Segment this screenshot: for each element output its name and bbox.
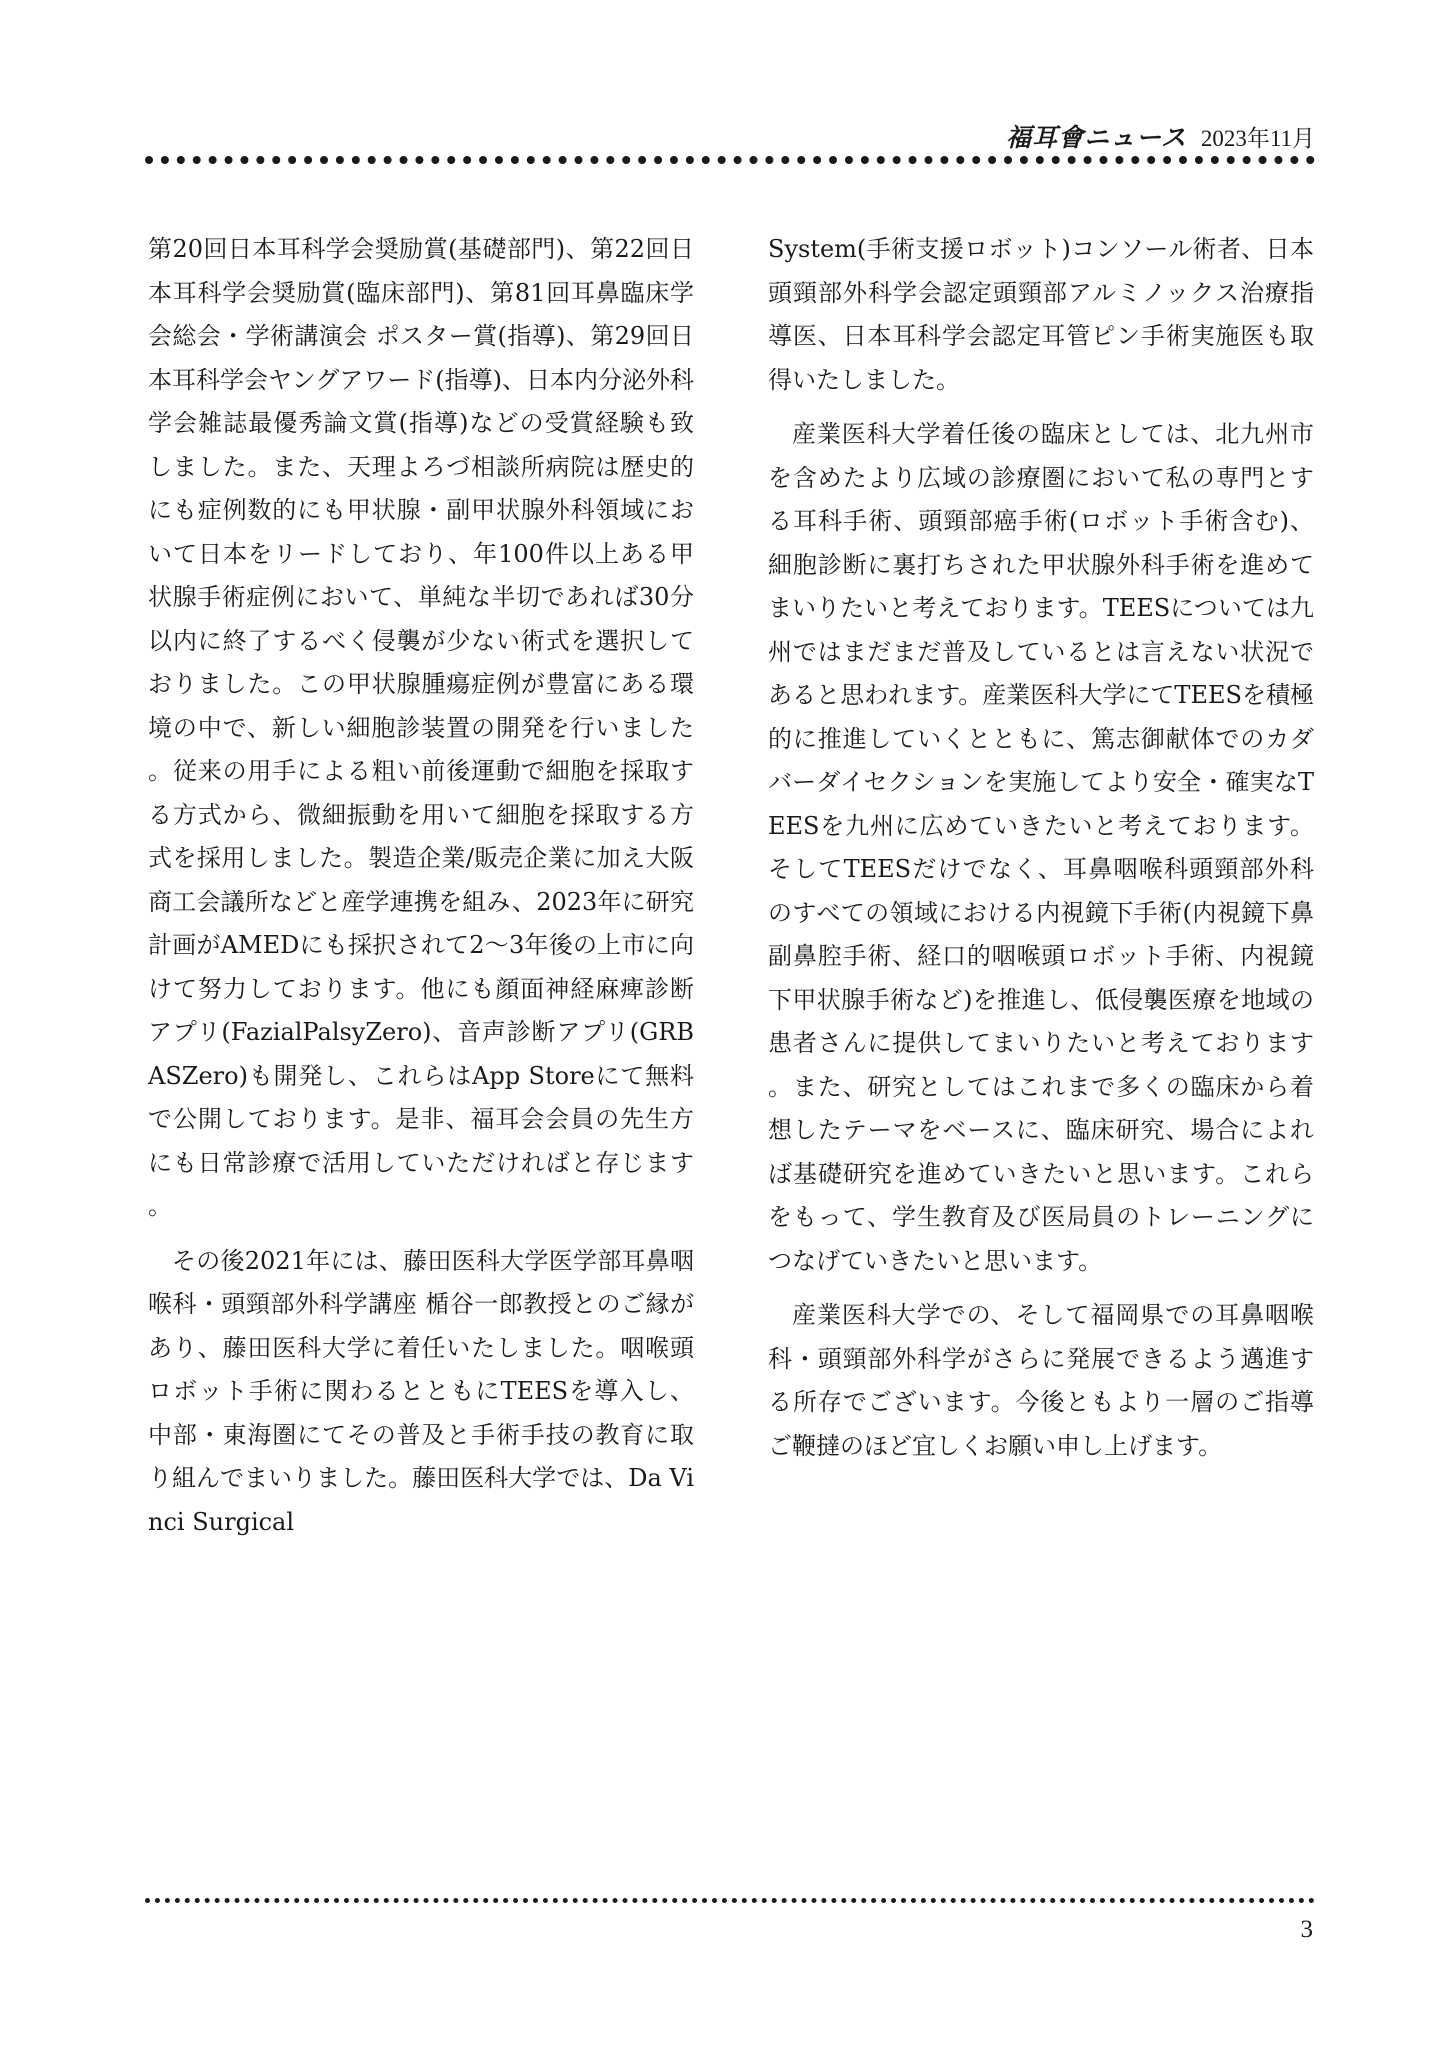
newsletter-name: 福耳會ニュース xyxy=(1006,123,1187,152)
footer-dotted-rule xyxy=(145,1898,1315,1903)
paragraph-uoeh-clinical: 産業医科大学着任後の臨床としては、北九州市を含めたより広域の診療圏において私の専門とする耳科手術、頭頸部癌手術(ロボット手術含む)、細胞診断に裏打ちされた甲状腺外科手術を進めてまいりたいと考えております。TEESについては九州ではまだまだ普及しているとは言えない状況であると思われます。産業医科大学にてTEESを積極的に推進していくとともに、篤志御献体でのカダバーダイセクションを実施してより安全・確実なTEESを九州に広めていきたいと考えております。そしてTEESだけでなく、耳鼻咽喉科頭頸部外科のすべての領域における内視鏡下手術(内視鏡下鼻副鼻腔手術、経口的咽喉頭ロボット手術、内視鏡下甲状腺手術など)を推進し、低侵襲医療を地域の患者さんに提供してまいりたいと考えております。また、研究としてはこれまで多くの臨床から着想したテーマをベースに、臨床研究、場合によれば基礎研究を進めていきたいと思います。これらをもって、学生教育及び医局員のトレーニングにつなげていきたいと思います。 xyxy=(768,420,1314,1275)
paragraph-awards: 第20回日本耳科学会奨励賞(基礎部門)、第22回日本耳科学会奨励賞(臨床部門)、第81回耳鼻臨床学会総会・学術講演会 ポスター賞(指導)、第29回日本耳科学会ヤングアワード(指導)、日本内分泌外科学会雑誌最優秀論文賞(指導)などの受賞経験も致しました。また、天理よろづ相談所病院は歴史的にも症例数的にも甲状腺・副甲状腺外科領域において日本をリードしており、年100件以上ある甲状腺手術症例において、単純な半切であれば30分以内に終了するべく侵襲が少ない術式を選択しておりました。この甲状腺腫瘍症例が豊富にある環境の中で、新しい細胞診装置の開発を行いました。従来の用手による粗い前後運動で細胞を採取する方式から、微細振動を用いて細胞を採取する方式を採用しました。製造企業/販売企業に加え大阪商工会議所などと産学連携を組み、2023年に研究計画がAMEDにも採択されて2～3年後の上市に向けて努力しております。他にも顔面神経麻痺診断アプリ(FazialPalsyZero)、音声診断アプリ(GRBASZero)も開発し、これらはApp Storeにて無料で公開しております。是非、福耳会会員の先生方にも日常診療で活用していただければと存じます。 xyxy=(148,235,695,1220)
paragraph-closing: 産業医科大学での、そして福岡県での耳鼻咽喉科・頭頸部外科学がさらに発展できるよう邁進する所存でございます。今後ともより一層のご指導ご鞭撻のほど宜しくお願い申し上げます。 xyxy=(768,1301,1314,1460)
header-dotted-rule xyxy=(145,156,1315,164)
page-number: 3 xyxy=(1300,1916,1313,1943)
left-column xyxy=(148,228,694,1555)
paragraph-fujita-start: その後2021年には、藤田医科大学医学部耳鼻咽喉科・頭頸部外科学講座 楯谷一郎教授とのご縁があり、藤田医科大学に着任いたしました。咽喉頭ロボット手術に関わるとともにTEESを導入し、中部・東海圏にてその普及と手術手技の教育に取り組んでまいりました。藤田医科大学では、Da Vinci Surgical xyxy=(148,1246,694,1536)
right-column xyxy=(768,228,1314,1479)
issue-date: 2023年11月 xyxy=(1200,125,1315,151)
page-header xyxy=(1006,116,1315,156)
paragraph-fujita-continued: System(手術支援ロボット)コンソール術者、日本頭頸部外科学会認定頭頸部アルミノックス治療指導医、日本耳科学会認定耳管ピン手術実施医も取得いたしました。 xyxy=(768,235,1314,394)
